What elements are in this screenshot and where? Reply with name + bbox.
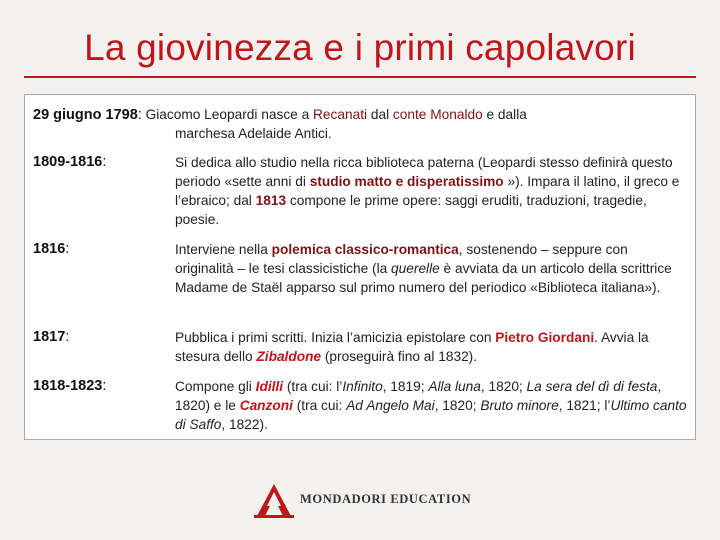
entry-text: Interviene nella polemica classico-romantica, sostenendo – seppure con originalità – le tesi classicistiche (la querelle è avviata da un articolo della scrittrice Madame de Staël apparso sul primo numero del periodico «Biblioteca italiana»). (175, 242, 672, 295)
entry-label: 1818-1823: (33, 378, 107, 394)
work-zibaldone: Zibaldone (256, 349, 322, 364)
person-giordani: Pietro Giordani (495, 330, 595, 345)
mondadori-a-icon (252, 482, 296, 520)
work-idilli: Idilli (255, 379, 284, 394)
work-canzoni: Canzoni (239, 398, 293, 413)
place-recanati: Recanati (313, 107, 368, 122)
polemic-highlight: polemica classico-romantica (271, 242, 459, 257)
publisher-logo-text: MONDADORI EDUCATION (300, 492, 472, 506)
entry-label: 1816: (33, 241, 70, 257)
timeline-box (24, 94, 696, 440)
entry-label: 1809-1816: (33, 154, 107, 170)
entry-text: Si dedica allo studio nella ricca biblioteca paterna (Leopardi stesso definirà questo periodo «sette anni di studio matto e disperatissimo »). Impara il latino, il greco e l’ebraico; dal 1813 compone le prime opere: saggi eruditi, traduzioni, tragedie, poesie. (175, 155, 680, 227)
entry-label: 1817: (33, 329, 70, 345)
quote-highlight: studio matto e disperatissimo (309, 174, 504, 189)
year-highlight: 1813 (255, 193, 287, 208)
entry-1798-line1: 29 giugno 1798: Giacomo Leopardi nasce a Recanati dal conte Monaldo e dalla (33, 107, 527, 123)
person-monaldo: conte Monaldo (392, 107, 483, 122)
entry-text: Pubblica i primi scritti. Inizia l’amicizia epistolare con Pietro Giordani. Avvia la stesura dello Zibaldone (proseguirà fino al 1832). (175, 330, 649, 364)
timeline-entry-1798 (33, 105, 687, 143)
entry-1798-line2: marchesa Adelaide Antici. (175, 126, 332, 141)
slide-title: La giovinezza e i primi capolavori (84, 27, 636, 68)
publisher-logo (252, 482, 474, 520)
entry-label: 29 giugno 1798 (33, 107, 138, 123)
entry-text: Compone gli Idilli (tra cui: l’Infinito, 1819; Alla luna, 1820; La sera del dì di festa, 1820) e le Canzoni (tra cui: Ad Angelo Mai, 1820; Bruto minore, 1821; l’Ultimo canto di Saffo, 1822). (175, 379, 687, 432)
title-underline (24, 76, 696, 78)
